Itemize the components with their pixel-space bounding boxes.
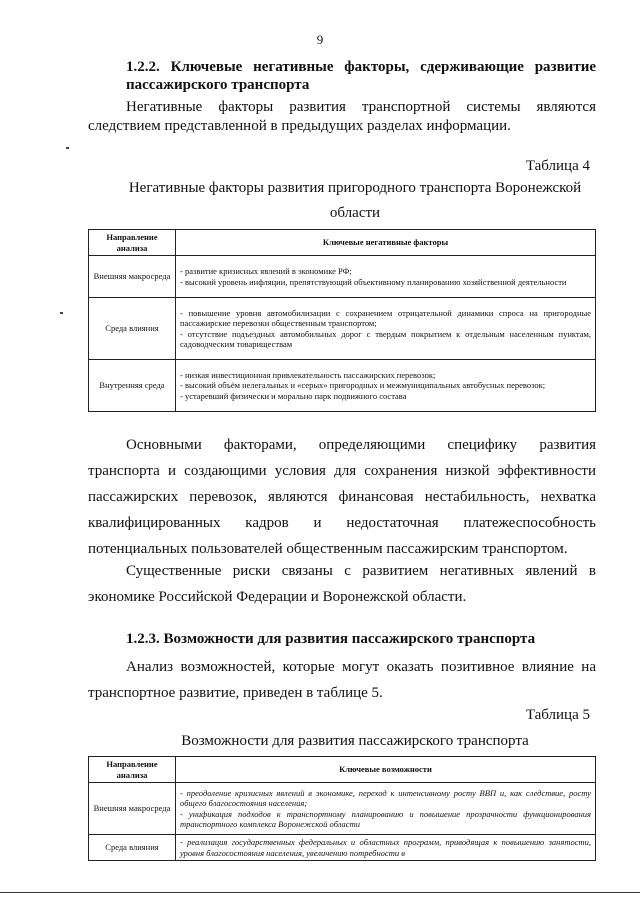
table-row	[89, 835, 596, 861]
list-item: - преодоление кризисных явлений в экономике, переход к интенсивному росту ВВП и, как следствие, росту общего благосостояния населения;	[180, 787, 591, 808]
scan-edge-line	[0, 892, 640, 893]
paragraph-line: транспортное развитие, приведен в таблице 5.	[88, 685, 383, 701]
factors-cell	[176, 298, 596, 360]
paragraph-line: пассажирских перевозок, являются финансовая нестабильность, нехватка	[88, 489, 596, 505]
paragraph-line: Существенные риски связаны с развитием негативных явлений в	[126, 563, 596, 579]
table-4-title	[90, 176, 620, 226]
table-5	[88, 756, 596, 861]
list-item: - низкая инвестиционная привлекательность пассажирских перевозок;	[180, 369, 436, 380]
factors-cell	[176, 360, 596, 412]
column-header: Ключевые негативные факторы	[176, 230, 596, 256]
table-4	[88, 229, 596, 412]
list-item: - высокий объём нелегальных и «серых» пригородных и межмуниципальных автобусных перевозок;	[180, 380, 546, 391]
direction-cell: Внешняя макросреда	[89, 783, 176, 835]
table-5-label: Таблица 5	[525, 707, 590, 723]
table-row	[89, 298, 596, 360]
direction-cell: Внешняя макросреда	[89, 256, 176, 298]
paragraph-line: транспорта и создающими условия для сохранения низкой эффективности	[88, 463, 596, 479]
heading-line: пассажирского транспорта	[126, 77, 310, 93]
list-item: - высокий уровень инфляции, препятствующий объективному планированию хозяйственной деятельности	[180, 276, 567, 287]
paragraph-line: потенциальных пользователей общественным пассажирским транспортом.	[88, 541, 568, 557]
table-4-label: Таблица 4	[525, 158, 590, 174]
page-number: 9	[316, 32, 324, 47]
section-123-paragraph	[88, 654, 596, 706]
scan-speck	[66, 147, 69, 149]
list-item: - повышение уровня автомобилизации с сохранением отрицательной динамики спроса на пригородные пассажирские перевозки общественным транспортом;	[180, 307, 591, 328]
paragraph-line: Основными факторами, определяющими специфику развития	[126, 437, 596, 453]
list-item: - реализация государственных федеральных и областных программ, приводящая к повышению занятости, уровня благосостояния населения, увеличению потребности в	[180, 837, 591, 858]
direction-cell: Внутренняя среда	[89, 360, 176, 412]
column-header: Ключевые возможности	[176, 757, 596, 783]
opportunities-cell	[176, 835, 596, 861]
table-row	[89, 256, 596, 298]
list-item: - унификация подходов к транспортному планированию и повышение прозрачности функционирования транспортного комплекса Воронежской области	[180, 808, 591, 829]
table-title-line: области	[329, 205, 381, 221]
direction-cell: Среда влияния	[89, 298, 176, 360]
heading-line: 1.2.2. Ключевые негативные факторы, сдерживающие развитие	[126, 59, 596, 75]
section-123-heading: 1.2.3. Возможности для развития пассажирского транспорта	[126, 631, 536, 647]
table-header-row	[89, 230, 596, 256]
table-header-row	[89, 757, 596, 783]
column-header: Направление анализа	[89, 230, 176, 256]
paragraph-line: Негативные факторы развития транспортной системы являются	[126, 99, 596, 115]
table-title-line: Негативные факторы развития пригородного транспорта Воронежской	[128, 180, 582, 196]
paragraph-risks	[88, 558, 596, 610]
list-item: - развитие кризисных явлений в экономике РФ;	[180, 266, 352, 276]
paragraph-line: экономике Российской Федерации и Воронежской области.	[88, 589, 467, 605]
table-row	[89, 783, 596, 835]
column-header: Направление анализа	[89, 757, 176, 783]
section-122-heading	[126, 58, 596, 94]
table-row	[89, 360, 596, 412]
opportunities-cell	[176, 783, 596, 835]
paragraph-factors	[88, 432, 596, 562]
list-item: - отсутствие подъездных автомобильных дорог с твердым покрытием к отдельным населенным пунктам, садоводческим товариществам	[180, 328, 591, 349]
direction-cell: Среда влияния	[89, 835, 176, 861]
factors-cell	[176, 256, 596, 298]
paragraph-line: следствием представленной в предыдущих разделах информации.	[88, 118, 511, 134]
paragraph-line: квалифицированных кадров и недостаточная платежеспособность	[88, 515, 596, 531]
scan-speck	[60, 312, 63, 314]
table-5-title: Возможности для развития пассажирского транспорта	[181, 733, 529, 749]
list-item: - устаревший физически и морально парк подвижного состава	[180, 390, 407, 401]
paragraph-line: Анализ возможностей, которые могут оказать позитивное влияние на	[126, 659, 596, 675]
